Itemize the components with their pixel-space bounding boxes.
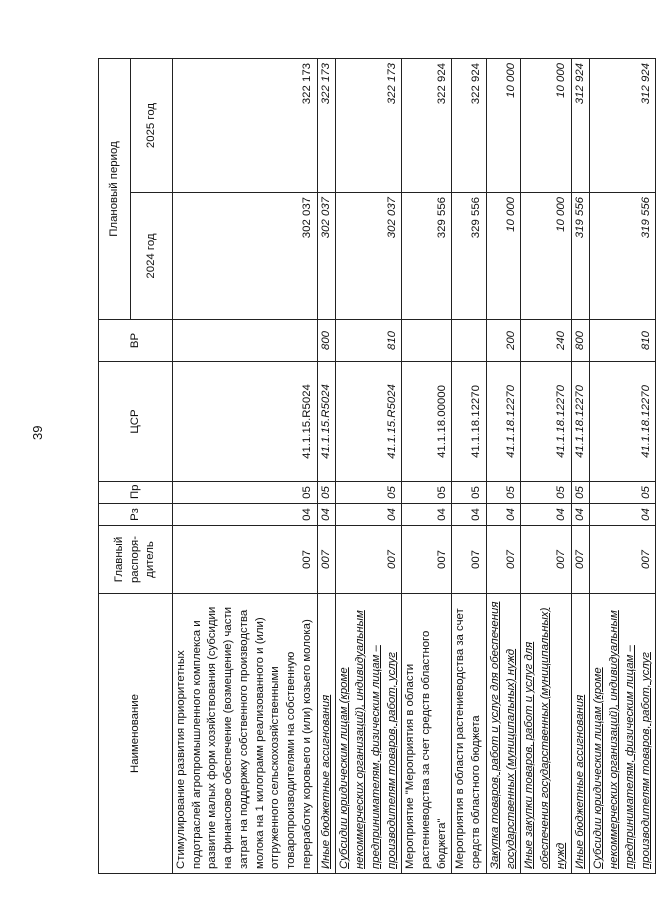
cell-pr: 05 bbox=[402, 482, 452, 504]
cell-grbs: 007 bbox=[452, 526, 486, 594]
cell-vr: 800 bbox=[571, 320, 590, 362]
header-vr: ВР bbox=[99, 320, 173, 362]
cell-y2024: 329 556 bbox=[452, 193, 486, 320]
cell-name: Иные бюджетные ассигнования bbox=[317, 594, 336, 874]
cell-grbs: 007 bbox=[317, 526, 336, 594]
cell-rz: 04 bbox=[590, 504, 656, 526]
cell-grbs: 007 bbox=[402, 526, 452, 594]
cell-y2025: 322 173 bbox=[173, 59, 318, 193]
header-2025: 2025 год bbox=[131, 59, 173, 193]
cell-pr: 05 bbox=[173, 482, 318, 504]
cell-y2025: 312 924 bbox=[571, 59, 590, 193]
cell-pr: 05 bbox=[486, 482, 520, 504]
cell-name: Субсидии юридическим лицам (кроме некоммерческих организаций), индивидуальным предпринимателям, физическим лицам – производителям товаров, работ, услуг bbox=[590, 594, 656, 874]
cell-name: Стимулирование развития приоритетных подотраслей агропромышленного комплекса и развитие малых форм хозяйствования (субсидии на финансовое обеспечение (возмещение) части затрат на поддержку собственного производства молока на 1 килограмм реализованного и (или) отгруженного сельскохозяйственными товаропроизводителями на собственную переработку коровьего и (или) козьего молока) bbox=[173, 594, 318, 874]
cell-y2024: 329 556 bbox=[402, 193, 452, 320]
cell-name: Иные закупки товаров, работ и услуг для обеспечения государственных (муниципальных) нужд bbox=[521, 594, 571, 874]
cell-y2024: 10 000 bbox=[486, 193, 520, 320]
cell-rz: 04 bbox=[336, 504, 402, 526]
cell-csr: 41.1.18.00000 bbox=[402, 362, 452, 482]
cell-vr: 810 bbox=[336, 320, 402, 362]
cell-rz: 04 bbox=[402, 504, 452, 526]
cell-y2024: 302 037 bbox=[173, 193, 318, 320]
table-row bbox=[452, 59, 486, 874]
cell-vr bbox=[402, 320, 452, 362]
cell-name: Закупка товаров, работ и услуг для обеспечения государственных (муниципальных) нужд bbox=[486, 594, 520, 874]
cell-vr: 800 bbox=[317, 320, 336, 362]
cell-y2025: 312 924 bbox=[590, 59, 656, 193]
table-row bbox=[521, 59, 571, 874]
header-name: Наименование bbox=[99, 594, 173, 874]
cell-vr bbox=[173, 320, 318, 362]
table-row bbox=[402, 59, 452, 874]
table-row bbox=[173, 59, 318, 874]
cell-y2025: 322 173 bbox=[336, 59, 402, 193]
header-grbs: Главный распоря-дитель bbox=[99, 526, 173, 594]
cell-grbs: 007 bbox=[173, 526, 318, 594]
cell-grbs: 007 bbox=[486, 526, 520, 594]
header-planned-period: Плановый период bbox=[99, 59, 131, 320]
cell-csr: 41.1.15.R5024 bbox=[317, 362, 336, 482]
cell-name: Субсидии юридическим лицам (кроме некоммерческих организаций), индивидуальным предпринимателям, физическим лицам – производителям товаров, работ, услуг bbox=[336, 594, 402, 874]
table-row bbox=[336, 59, 402, 874]
cell-name: Иные бюджетные ассигнования bbox=[571, 594, 590, 874]
cell-pr: 05 bbox=[590, 482, 656, 504]
cell-pr: 05 bbox=[571, 482, 590, 504]
cell-rz: 04 bbox=[317, 504, 336, 526]
table-row bbox=[571, 59, 590, 874]
cell-pr: 05 bbox=[336, 482, 402, 504]
table-row bbox=[317, 59, 336, 874]
budget-table bbox=[98, 58, 656, 874]
cell-y2024: 319 556 bbox=[571, 193, 590, 320]
cell-grbs: 007 bbox=[590, 526, 656, 594]
header-pr: Пр bbox=[99, 482, 173, 504]
header-rz: Рз bbox=[99, 504, 173, 526]
cell-csr: 41.1.15.R5024 bbox=[336, 362, 402, 482]
table-row bbox=[486, 59, 520, 874]
cell-grbs: 007 bbox=[571, 526, 590, 594]
page-number: 39 bbox=[30, 425, 45, 440]
cell-vr: 200 bbox=[486, 320, 520, 362]
cell-csr: 41.1.18.12270 bbox=[486, 362, 520, 482]
cell-vr: 240 bbox=[521, 320, 571, 362]
cell-y2025: 10 000 bbox=[521, 59, 571, 193]
cell-pr: 05 bbox=[521, 482, 571, 504]
cell-vr: 810 bbox=[590, 320, 656, 362]
cell-y2025: 10 000 bbox=[486, 59, 520, 193]
cell-y2024: 319 556 bbox=[590, 193, 656, 320]
header-csr: ЦСР bbox=[99, 362, 173, 482]
cell-pr: 05 bbox=[317, 482, 336, 504]
cell-name: Мероприятие "Мероприятия в области растениеводства за счет средств областного бюджета" bbox=[402, 594, 452, 874]
cell-rz: 04 bbox=[521, 504, 571, 526]
table-row bbox=[590, 59, 656, 874]
cell-vr bbox=[452, 320, 486, 362]
cell-y2025: 322 924 bbox=[452, 59, 486, 193]
cell-rz: 04 bbox=[452, 504, 486, 526]
rotated-table-wrapper bbox=[98, 59, 652, 874]
cell-csr: 41.1.18.12270 bbox=[452, 362, 486, 482]
cell-rz: 04 bbox=[486, 504, 520, 526]
cell-y2025: 322 173 bbox=[317, 59, 336, 193]
cell-y2024: 302 037 bbox=[336, 193, 402, 320]
cell-grbs: 007 bbox=[336, 526, 402, 594]
cell-csr: 41.1.18.12270 bbox=[521, 362, 571, 482]
cell-csr: 41.1.18.12270 bbox=[571, 362, 590, 482]
header-2024: 2024 год bbox=[131, 193, 173, 320]
cell-pr: 05 bbox=[452, 482, 486, 504]
cell-rz: 04 bbox=[173, 504, 318, 526]
cell-csr: 41.1.18.12270 bbox=[590, 362, 656, 482]
cell-csr: 41.1.15.R5024 bbox=[173, 362, 318, 482]
cell-y2024: 302 037 bbox=[317, 193, 336, 320]
cell-y2024: 10 000 bbox=[521, 193, 571, 320]
cell-name: Мероприятия в области растениеводства за счет средств областного бюджета bbox=[452, 594, 486, 874]
cell-grbs: 007 bbox=[521, 526, 571, 594]
cell-rz: 04 bbox=[571, 504, 590, 526]
cell-y2025: 322 924 bbox=[402, 59, 452, 193]
